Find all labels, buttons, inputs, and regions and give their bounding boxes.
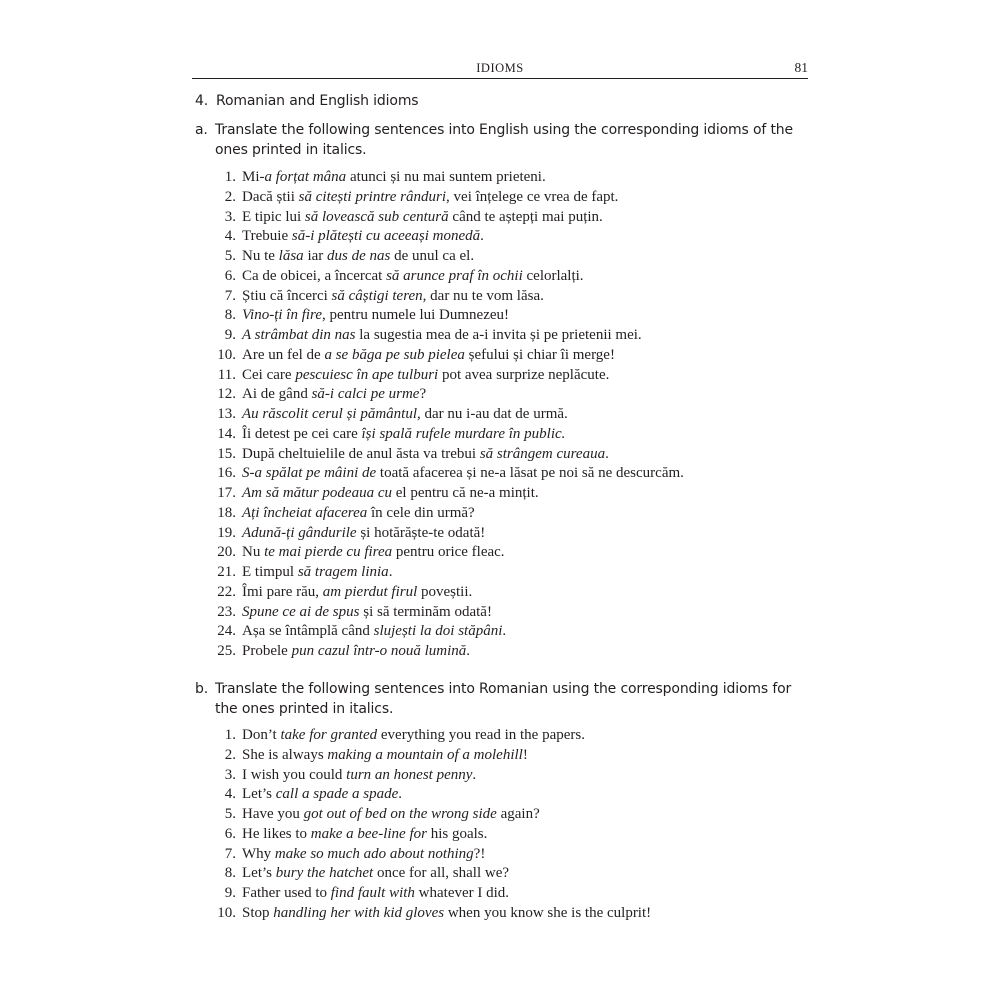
- item-number: 24.: [217, 623, 236, 640]
- list-item: [214, 524, 814, 544]
- idiom-italic: Adună-ți gândurile: [242, 524, 357, 541]
- item-number: 9.: [224, 327, 236, 343]
- item-number: 23.: [217, 603, 236, 620]
- item-sentence: [242, 267, 584, 287]
- item-number: 20.: [217, 544, 236, 561]
- sentence-text: , pentru numele lui Dumnezeu!: [322, 307, 510, 324]
- idiom-italic: handling her with kid gloves: [273, 904, 445, 921]
- item-number: 10.: [217, 904, 236, 921]
- item-number: 4.: [224, 228, 236, 245]
- list-item: [214, 864, 814, 884]
- item-number: 16.: [217, 465, 236, 482]
- item-number: 22.: [217, 583, 236, 600]
- idiom-italic: Vino-ți în fire: [242, 307, 322, 324]
- item-sentence: [242, 785, 402, 805]
- sentence-text: his goals.: [426, 825, 488, 842]
- item-sentence: [242, 405, 568, 425]
- item-number: 7.: [224, 287, 236, 304]
- idiom-italic: pescuiesc în ape tulburi: [295, 366, 439, 383]
- sentence-text: She is always: [242, 746, 328, 763]
- item-number: 21.: [217, 564, 236, 580]
- item-sentence: [242, 306, 509, 326]
- item-sentence: [242, 227, 484, 247]
- sentence-text: when you know she is the culprit!: [444, 904, 652, 921]
- chapter-title: IDIOMS: [476, 61, 524, 75]
- list-item: [214, 603, 814, 623]
- sentence-text: pot avea surprize neplăcute.: [438, 366, 610, 383]
- item-sentence: [242, 642, 470, 662]
- sentence-text: poveștii.: [417, 583, 473, 600]
- sentence-text: Don’t: [242, 727, 281, 743]
- item-number: 18.: [217, 504, 236, 521]
- list-item: [214, 287, 814, 307]
- item-number: 8.: [224, 865, 236, 882]
- sentence-text: Let’s: [242, 786, 276, 803]
- sentence-text: Îmi pare rău,: [242, 583, 323, 600]
- task-b-instruction: Translate the following sentences into Romanian using the corresponding idioms for the ones printed in italics.: [215, 681, 792, 717]
- idiom-italic: make so much ado about nothing: [274, 845, 474, 862]
- sentence-text: .: [466, 643, 471, 659]
- sentence-text: .: [388, 564, 393, 580]
- item-sentence: [242, 904, 651, 924]
- list-item: [214, 425, 814, 445]
- sentence-text: După cheltuielile de anul ăsta va trebui: [242, 445, 480, 462]
- sentence-text: !: [522, 746, 528, 763]
- sentence-text: iar: [303, 248, 328, 264]
- sentence-text: I wish you could: [242, 766, 347, 783]
- item-sentence: [242, 188, 618, 208]
- list-item: [214, 346, 814, 366]
- sentence-text: everything you read in the papers.: [377, 727, 585, 743]
- item-number: 5.: [224, 248, 236, 264]
- list-item: [214, 904, 814, 924]
- sentence-text: Nu te: [242, 248, 279, 264]
- sentence-text: Așa se întâmplă când: [242, 623, 374, 640]
- item-number: 19.: [217, 524, 236, 541]
- sentence-text: Dacă știi: [242, 188, 299, 205]
- sentence-text: și să terminăm odată!: [359, 603, 492, 620]
- task-a-instruction: Translate the following sentences into English using the corresponding idioms of the ones printed in italics.: [215, 122, 793, 158]
- task-b-instruction-block: [195, 679, 815, 719]
- idiom-italic: să-i plătești cu aceeași monedă: [291, 228, 481, 245]
- list-item: [214, 543, 814, 563]
- item-sentence: [242, 726, 585, 746]
- item-sentence: [242, 524, 485, 544]
- idiom-italic: pun cazul într-o nouă lumină: [291, 643, 467, 659]
- list-item: [214, 445, 814, 465]
- sentence-text: Îi detest pe cei care: [242, 425, 362, 442]
- idiom-italic: să citești printre rânduri: [298, 188, 447, 205]
- list-item: [214, 845, 814, 865]
- idiom-italic: Am să mătur podeaua cu: [242, 485, 392, 501]
- sentence-text: Why: [242, 845, 275, 862]
- sentence-text: , vei înțelege ce vrea de fapt.: [446, 188, 619, 205]
- item-number: 8.: [224, 307, 236, 324]
- idiom-italic: să lovească sub centură: [304, 208, 449, 225]
- page-number: 81: [794, 60, 808, 75]
- list-item: [214, 622, 814, 642]
- item-sentence: [242, 287, 544, 307]
- sentence-text: în cele din urmă?: [367, 504, 475, 521]
- sentence-text: .: [480, 228, 484, 245]
- task-b-label: b.: [195, 681, 209, 697]
- item-sentence: [242, 603, 492, 623]
- idiom-italic: lăsa: [278, 248, 304, 264]
- item-sentence: [242, 385, 426, 405]
- list-item: [214, 326, 814, 346]
- idiom-italic: să strângem cureaua: [479, 445, 606, 462]
- list-item: [214, 208, 814, 228]
- task-a-label: a.: [195, 122, 208, 138]
- idiom-italic: S-a spălat pe mâini de: [242, 465, 377, 482]
- list-item: [214, 563, 814, 583]
- idiom-italic: find fault with: [330, 885, 415, 901]
- idiom-italic: am pierdut firul: [322, 583, 418, 600]
- item-number: 13.: [217, 406, 236, 422]
- item-number: 5.: [224, 806, 236, 822]
- idiom-italic: Spune ce ai de spus: [242, 603, 360, 620]
- item-sentence: [242, 484, 539, 504]
- item-sentence: [242, 622, 506, 642]
- idiom-italic: să arunce praf în ochii: [386, 267, 523, 284]
- list-item: [214, 746, 814, 766]
- task-a-sentence-list: [214, 168, 814, 662]
- idiom-italic: A strâmbat din nas: [242, 327, 356, 343]
- item-number: 7.: [224, 845, 236, 862]
- sentence-text: Have you: [242, 806, 304, 822]
- item-number: 3.: [224, 766, 236, 783]
- list-item: [214, 464, 814, 484]
- idiom-italic: take for granted: [280, 727, 378, 743]
- item-sentence: [242, 326, 642, 346]
- item-number: 10.: [217, 346, 236, 363]
- sentence-text: E tipic lui: [242, 208, 305, 225]
- idiom-italic: a forțat mâna: [264, 169, 347, 185]
- sentence-text: el pentru că ne-a mințit.: [392, 485, 539, 501]
- item-sentence: [242, 805, 540, 825]
- sentence-text: once for all, shall we?: [373, 865, 510, 882]
- item-number: 2.: [224, 188, 236, 205]
- list-item: [214, 766, 814, 786]
- sentence-text: .: [605, 445, 609, 462]
- item-number: 12.: [217, 386, 236, 403]
- item-number: 2.: [224, 746, 236, 763]
- sentence-text: , dar nu i-au dat de urmă.: [417, 406, 568, 422]
- item-sentence: [242, 766, 476, 786]
- idiom-italic: dus de nas: [327, 248, 391, 264]
- sentence-text: Are un fel de: [242, 346, 325, 363]
- list-item: [214, 884, 814, 904]
- header-rule: [192, 78, 808, 79]
- item-sentence: [242, 247, 474, 267]
- item-number: 1.: [224, 169, 236, 185]
- list-item: [214, 366, 814, 386]
- item-sentence: [242, 464, 684, 484]
- idiom-italic: să câștigi teren: [331, 287, 423, 304]
- item-number: 17.: [217, 485, 236, 501]
- sentence-text: ?: [419, 386, 427, 403]
- sentence-text: toată afacerea și ne-a lăsat pe noi să ne descurcăm.: [376, 465, 684, 482]
- sentence-text: celorlalți.: [522, 267, 584, 284]
- sentence-text: .: [398, 786, 402, 803]
- idiom-italic: să-i calci pe urme: [311, 386, 420, 403]
- sentence-text: Father used to: [242, 885, 331, 901]
- idiom-italic: te mai pierde cu firea: [264, 544, 393, 561]
- task-b-sentence-list: [214, 726, 814, 924]
- idiom-italic: making a mountain of a molehill: [327, 746, 523, 763]
- sentence-text: Știu că încerci: [242, 287, 332, 304]
- item-number: 15.: [217, 445, 236, 462]
- list-item: [214, 785, 814, 805]
- sentence-text: Mi-: [242, 169, 265, 185]
- item-number: 9.: [224, 885, 236, 901]
- idiom-italic: call a spade a spade: [275, 786, 399, 803]
- sentence-text: E timpul: [242, 564, 298, 580]
- item-sentence: [242, 504, 475, 524]
- item-number: 6.: [224, 267, 236, 284]
- item-sentence: [242, 845, 485, 865]
- section-title: Romanian and English idioms: [216, 93, 419, 109]
- sentence-text: .: [502, 623, 507, 640]
- sentence-text: pentru orice fleac.: [392, 544, 505, 561]
- sentence-text: , dar nu te vom lăsa.: [422, 287, 544, 304]
- running-header: [192, 60, 808, 78]
- idiom-italic: turn an honest penny: [346, 766, 473, 783]
- sentence-text: .: [472, 766, 477, 783]
- item-sentence: [242, 746, 528, 766]
- sentence-text: whatever I did.: [414, 885, 510, 901]
- list-item: [214, 385, 814, 405]
- list-item: [214, 306, 814, 326]
- idiom-italic: Ați încheiat afacerea: [242, 504, 368, 521]
- item-sentence: [242, 563, 392, 583]
- list-item: [214, 726, 814, 746]
- item-number: 14.: [217, 425, 236, 442]
- idiom-italic: își spală rufele murdare în public.: [361, 425, 566, 442]
- list-item: [214, 805, 814, 825]
- sentence-text: again?: [496, 806, 540, 822]
- sentence-text: Trebuie: [242, 228, 292, 245]
- item-sentence: [242, 583, 472, 603]
- list-item: [214, 825, 814, 845]
- item-sentence: [242, 825, 487, 845]
- sentence-text: ?!: [473, 845, 486, 862]
- sentence-text: de unul ca el.: [390, 248, 475, 264]
- item-sentence: [242, 346, 615, 366]
- item-number: 11.: [217, 366, 236, 383]
- sentence-text: Stop: [242, 904, 274, 921]
- list-item: [214, 247, 814, 267]
- list-item: [214, 504, 814, 524]
- idiom-italic: bury the hatchet: [275, 865, 374, 882]
- list-item: [214, 583, 814, 603]
- item-number: 25.: [217, 643, 236, 659]
- sentence-text: șefului și chiar îi merge!: [464, 346, 615, 363]
- item-number: 4.: [224, 786, 236, 803]
- item-sentence: [242, 884, 509, 904]
- idiom-italic: să tragem linia: [297, 564, 389, 580]
- idiom-italic: slujești la doi stăpâni: [373, 623, 503, 640]
- idiom-italic: got out of bed on the wrong side: [303, 806, 497, 822]
- sentence-text: Nu: [242, 544, 265, 561]
- item-sentence: [242, 543, 505, 563]
- item-number: 1.: [224, 727, 236, 743]
- idiom-italic: Au răscolit cerul și pământul: [242, 406, 417, 422]
- item-number: 6.: [224, 825, 236, 842]
- item-sentence: [242, 168, 546, 188]
- item-sentence: [242, 425, 565, 445]
- sentence-text: Probele: [242, 643, 292, 659]
- list-item: [214, 188, 814, 208]
- idiom-italic: a se băga pe sub pielea: [324, 346, 465, 363]
- list-item: [214, 642, 814, 662]
- section-number: 4.: [195, 93, 209, 109]
- list-item: [214, 405, 814, 425]
- item-number: 3.: [224, 208, 236, 225]
- item-sentence: [242, 864, 509, 884]
- sentence-text: He likes to: [242, 825, 311, 842]
- list-item: [214, 168, 814, 188]
- sentence-text: și hotărăște-te odată!: [356, 524, 486, 541]
- task-a-instruction-block: [195, 120, 815, 160]
- list-item: [214, 267, 814, 287]
- item-sentence: [242, 366, 609, 386]
- sentence-text: Ca de obicei, a încercat: [242, 267, 387, 284]
- sentence-text: când te aștepți mai puțin.: [448, 208, 603, 225]
- sentence-text: Let’s: [242, 865, 276, 882]
- item-sentence: [242, 208, 603, 228]
- sentence-text: Ai de gând: [242, 386, 312, 403]
- list-item: [214, 484, 814, 504]
- sentence-text: atunci și nu mai suntem prieteni.: [346, 169, 546, 185]
- list-item: [214, 227, 814, 247]
- sentence-text: la sugestia mea de a-i invita și pe prietenii mei.: [355, 327, 642, 343]
- item-sentence: [242, 445, 609, 465]
- idiom-italic: make a bee-line for: [310, 825, 427, 842]
- sentence-text: Cei care: [242, 366, 296, 383]
